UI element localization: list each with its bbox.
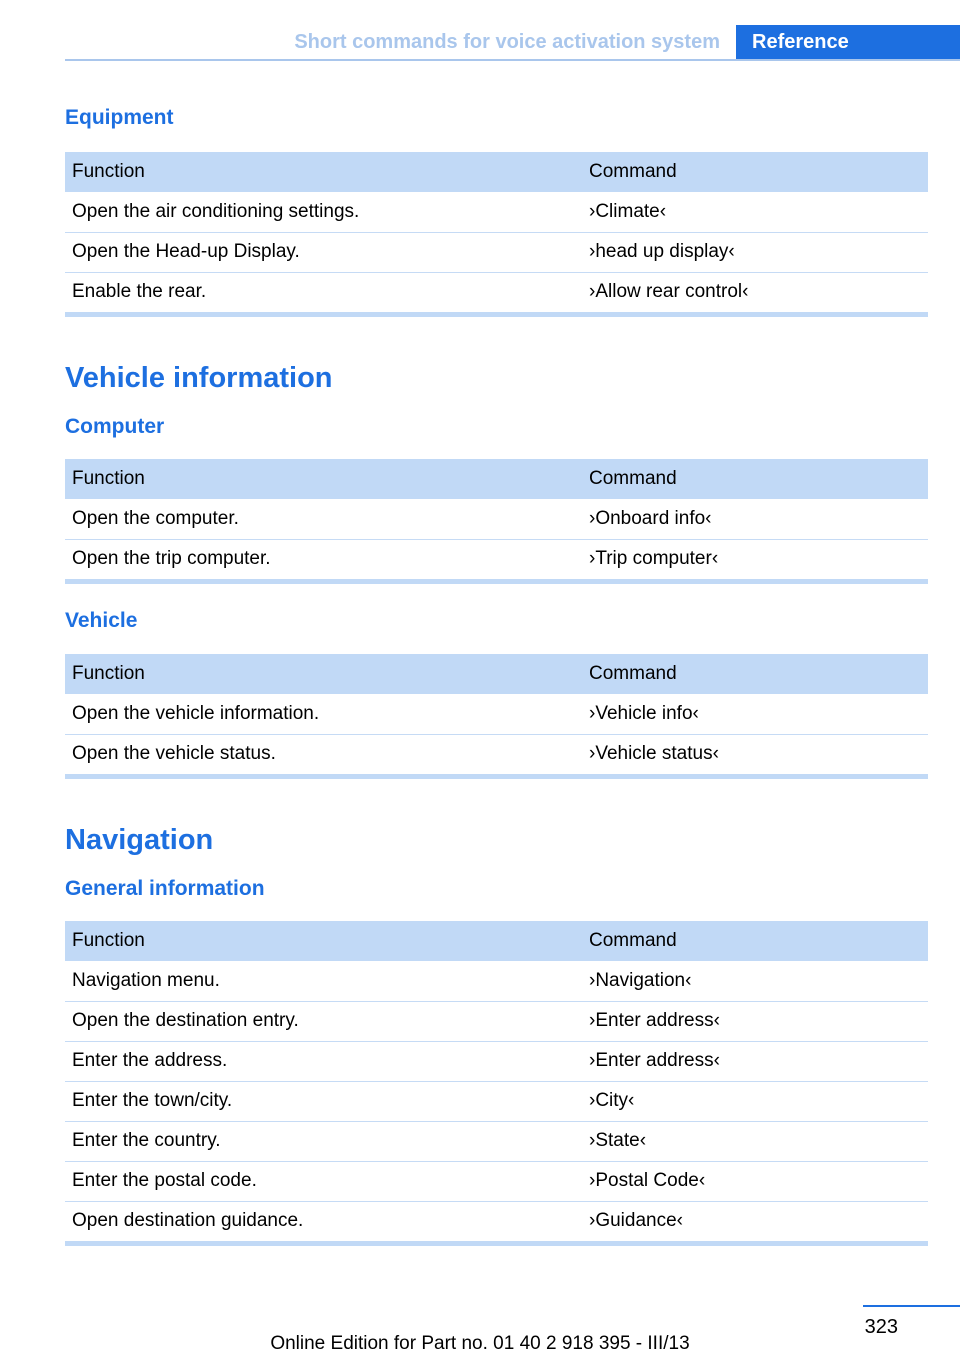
vehicle-heading: Vehicle — [65, 609, 138, 632]
header-title: Short commands for voice activation system — [294, 31, 720, 53]
command-cell: ›Enter address‹ — [582, 1041, 928, 1081]
table-row — [65, 1081, 928, 1121]
table-row — [65, 1121, 928, 1161]
command-cell: ›State‹ — [582, 1121, 928, 1161]
command-col-header: Command — [582, 654, 928, 694]
table-row — [65, 232, 928, 272]
function-cell: Open the trip computer. — [72, 548, 271, 570]
page-content — [65, 100, 928, 1246]
command-col-header: Command — [582, 921, 928, 961]
command-cell: ›Trip computer‹ — [589, 548, 719, 570]
function-cell: Open the computer. — [65, 499, 582, 539]
command-cell: ›City‹ — [582, 1081, 928, 1121]
computer-heading: Computer — [65, 415, 165, 438]
table-row — [65, 1001, 928, 1041]
page-number: 323 — [864, 1316, 898, 1338]
table-row — [65, 1201, 928, 1241]
header-rule — [65, 59, 960, 61]
command-cell: ›Navigation‹ — [582, 961, 928, 1001]
page-header — [65, 25, 960, 61]
table-header-row — [65, 654, 928, 694]
general-information-heading: General information — [65, 877, 265, 900]
function-col-header: Function — [65, 654, 582, 694]
table-row — [65, 272, 928, 312]
function-cell: Open the vehicle information. — [65, 694, 582, 734]
table-row — [65, 1041, 928, 1081]
table-header-row — [65, 152, 928, 192]
command-cell: ›Vehicle info‹ — [582, 694, 928, 734]
function-cell: Enter the address. — [65, 1041, 582, 1081]
table-row — [65, 734, 928, 774]
command-cell: ›Enter address‹ — [582, 1001, 928, 1041]
function-cell: Enter the country. — [65, 1121, 582, 1161]
command-cell: ›Allow rear control‹ — [589, 281, 749, 303]
function-cell: Open the destination entry. — [65, 1001, 582, 1041]
header-tab-reference: Reference — [736, 25, 960, 61]
computer-table — [65, 459, 928, 579]
function-cell: Open the vehicle status. — [72, 743, 276, 765]
table-row — [65, 1161, 928, 1201]
command-cell: ›Vehicle status‹ — [589, 743, 719, 765]
navigation-table — [65, 921, 928, 1241]
function-cell: Enable the rear. — [72, 281, 207, 303]
table-row — [65, 694, 928, 734]
table-end-rule — [65, 1241, 928, 1246]
function-cell: Open destination guidance. — [72, 1210, 304, 1232]
table-row — [65, 539, 928, 579]
command-col-header: Command — [582, 459, 928, 499]
function-cell: Enter the town/city. — [65, 1081, 582, 1121]
table-row — [65, 499, 928, 539]
command-col-header: Command — [582, 152, 928, 192]
vehicle-table — [65, 654, 928, 774]
command-cell: ›Onboard info‹ — [582, 499, 928, 539]
function-col-header: Function — [65, 152, 582, 192]
function-cell: Open the Head-up Display. — [65, 232, 582, 272]
function-cell: Enter the postal code. — [65, 1161, 582, 1201]
command-cell: ›head up display‹ — [582, 232, 928, 272]
command-cell: ›Guidance‹ — [589, 1210, 683, 1232]
navigation-heading: Navigation — [65, 824, 214, 856]
footer-rule — [863, 1305, 960, 1307]
function-col-header: Function — [65, 921, 582, 961]
command-cell: ›Postal Code‹ — [582, 1161, 928, 1201]
table-header-row — [65, 459, 928, 499]
equipment-heading: Equipment — [65, 106, 174, 129]
vehicle-information-heading: Vehicle information — [65, 362, 333, 394]
function-col-header: Function — [65, 459, 582, 499]
edition-note: Online Edition for Part no. 01 40 2 918 395 - III/13 — [270, 1333, 690, 1354]
table-row — [65, 961, 928, 1001]
table-header-row — [65, 921, 928, 961]
equipment-table — [65, 152, 928, 312]
command-cell: ›Climate‹ — [582, 192, 928, 232]
table-row — [65, 192, 928, 232]
function-cell: Open the air conditioning settings. — [65, 192, 582, 232]
function-cell: Navigation menu. — [65, 961, 582, 1001]
